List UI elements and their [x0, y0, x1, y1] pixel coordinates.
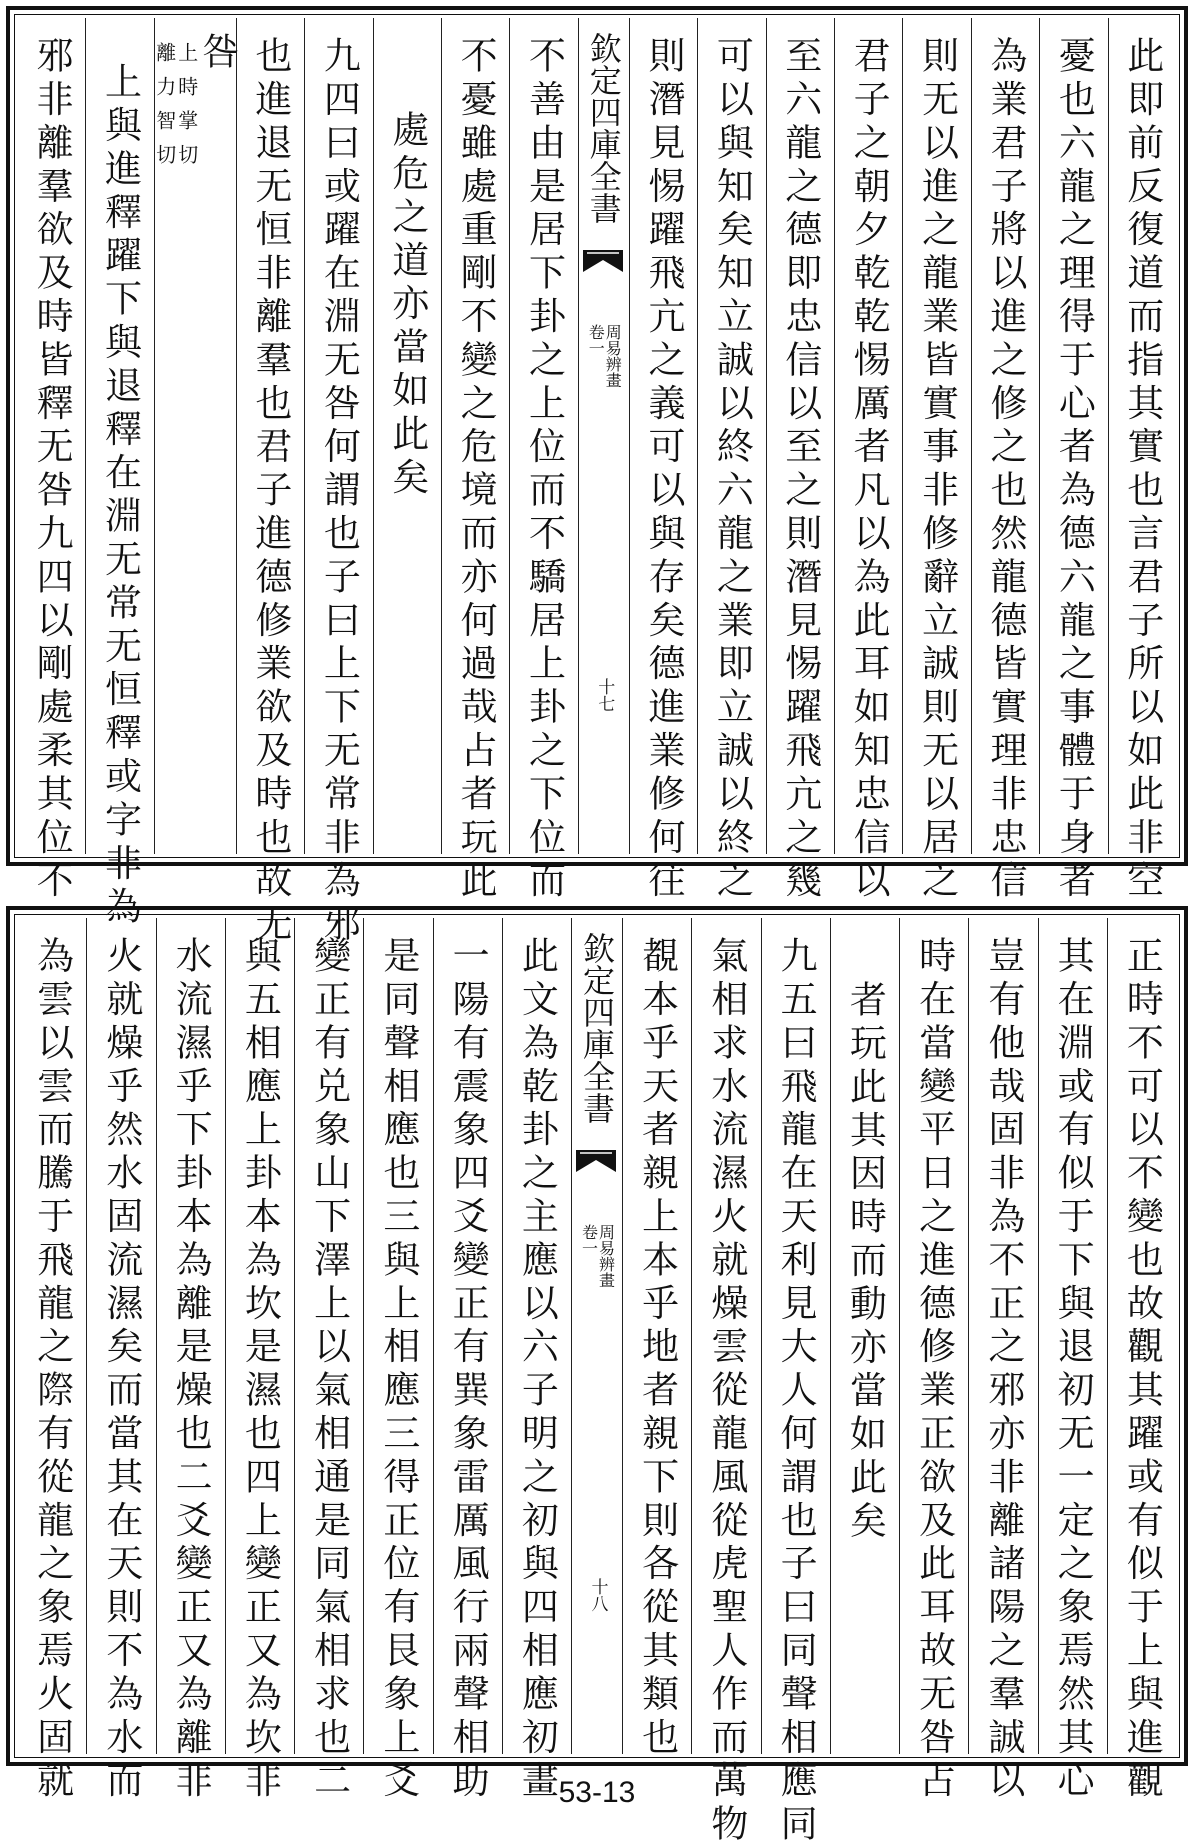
text-column [761, 918, 830, 1847]
column-text: 此文為乾卦之主應以六子明之初與四相應初畫 [515, 936, 559, 1804]
column-text: 可以與知矣知立誠以終六龍之業即立誠以終之 [710, 36, 754, 904]
pronunciation-notes [152, 42, 199, 854]
text-column [18, 918, 86, 1804]
volume-label: 卷一 [586, 324, 606, 356]
text-column [363, 918, 432, 1804]
pronunciation-note: 離力智切 [152, 42, 177, 178]
folio-number: 十七 [594, 678, 615, 712]
column-text: 咎 [195, 32, 239, 69]
column-text: 正時不可以不變也故觀其躍或有似于上與進觀 [1120, 936, 1164, 1804]
column-text: 君子之朝夕乾乾惕厲者凡以為此耳如知忠信以 [847, 36, 891, 904]
column-text: 者玩此其因時而動亦當如此矣 [843, 980, 887, 1545]
column-text: 邪非離羣欲及時皆釋无咎九四以剛處柔其位不 [30, 36, 74, 904]
fish-tail-mark-icon [576, 1150, 616, 1172]
column-text: 為雲以雲而騰于飛龍之際有從龍之象焉火固就 [30, 936, 74, 1804]
volume-label: 卷一 [579, 1224, 599, 1256]
column-text: 一陽有震象四爻變正有巽象雷厲風行兩聲相助 [446, 936, 490, 1804]
column-text: 氣相求水流濕火就燥雲從龍風從虎聖人作而萬物 [704, 936, 748, 1847]
column-text: 不善由是居下卦之上位而不驕居上卦之下位而 [522, 36, 566, 904]
book-title: 欽定四庫全書 [584, 32, 623, 224]
text-column [766, 18, 834, 904]
text-column [225, 918, 294, 1804]
text-column [509, 18, 577, 904]
center-fold-strip [571, 918, 622, 1754]
text-column [971, 18, 1039, 904]
column-text: 覩本乎天者親上本乎地者親下則各從其類也 [635, 936, 679, 1761]
text-column [304, 18, 372, 948]
column-text: 其在淵或有似于下與退初无一定之象焉然其心 [1051, 936, 1095, 1804]
chapter-info [581, 1224, 614, 1288]
text-column [830, 918, 899, 1754]
text-column [18, 18, 85, 904]
page-number: 53-13 [558, 1776, 636, 1809]
column-text: 此即前反復道而指其實也言君子所以如此非空 [1120, 36, 1164, 904]
text-column [86, 918, 155, 1804]
text-column [236, 18, 304, 948]
column-text: 至六龍之德即忠信以至之則潛見惕躍飛亢之幾 [778, 36, 822, 904]
pronunciation-note: 上時掌切 [174, 42, 199, 178]
column-text: 也進退无恒非離羣也君子進德修業欲及時也故无 [248, 36, 292, 948]
top-columns [18, 18, 1176, 948]
book-subtitle: 周易辨畫 [596, 1224, 616, 1288]
text-column [156, 918, 225, 1804]
column-text: 火就燥乎然水固流濕矣而當其在天則不為水而 [99, 936, 143, 1804]
column-text: 憂也六龍之理得于心者為德六龍之事體于身者 [1052, 36, 1096, 904]
book-subtitle: 周易辨畫 [603, 324, 623, 388]
column-text: 水流濕乎下卦本為離是燥也二爻變正又為離非 [169, 936, 213, 1804]
text-column [373, 18, 441, 854]
text-column [629, 18, 697, 904]
column-text: 則潛見惕躍飛亢之義可以與存矣德進業修何往 [641, 36, 685, 904]
text-column [433, 918, 502, 1804]
column-text: 變正有兑象山下澤上以氣相通是同氣相求也二 [307, 936, 351, 1804]
text-column [899, 918, 968, 1804]
column-text: 為業君子將以進之修之也然龍德皆實理非忠信 [983, 36, 1027, 904]
text-column [85, 18, 153, 930]
text-column [1038, 918, 1107, 1804]
text-column [502, 918, 571, 1804]
text-column [441, 18, 509, 904]
text-column [294, 918, 363, 1804]
column-text: 處危之道亦當如此矣 [385, 110, 429, 501]
top-page [6, 6, 1188, 948]
fish-tail-mark-icon [583, 250, 623, 272]
column-text: 是同聲相應也三與上相應三得正位有艮象上爻 [376, 936, 420, 1804]
column-text: 九五曰飛龍在天利見大人何謂也子曰同聲相應同 [774, 936, 818, 1847]
column-text: 豈有他哉固非為不正之邪亦非離諸陽之羣誠以 [981, 936, 1025, 1804]
text-column [697, 18, 765, 904]
text-column [834, 18, 902, 904]
text-column [622, 918, 691, 1761]
column-text: 時在當變平日之進德修業正欲及此耳故无咎占 [912, 936, 956, 1804]
text-column [1108, 18, 1176, 904]
text-column [1039, 18, 1107, 904]
column-text: 九四曰或躍在淵无咎何謂也子曰上下无常非為邪 [317, 36, 361, 948]
book-title: 欽定四庫全書 [578, 932, 616, 1124]
folio-number: 十八 [587, 1578, 608, 1612]
column-text: 不憂雖處重剛不變之危境而亦何過哉占者玩此 [454, 36, 498, 904]
column-text: 上與進釋躍下與退釋在淵无常无恒釋或字非為 [98, 62, 142, 930]
text-column [691, 918, 760, 1847]
text-column [902, 18, 970, 904]
text-column [1107, 918, 1176, 1804]
center-fold-strip [578, 18, 629, 854]
text-column [968, 918, 1037, 1804]
chapter-info [586, 324, 623, 388]
column-text: 與五相應上卦本為坎是濕也四上變正又為坎非 [238, 936, 282, 1804]
annotation-column [152, 18, 239, 854]
column-text: 則无以進之龍業皆實事非修辭立誠則无以居之 [915, 36, 959, 904]
